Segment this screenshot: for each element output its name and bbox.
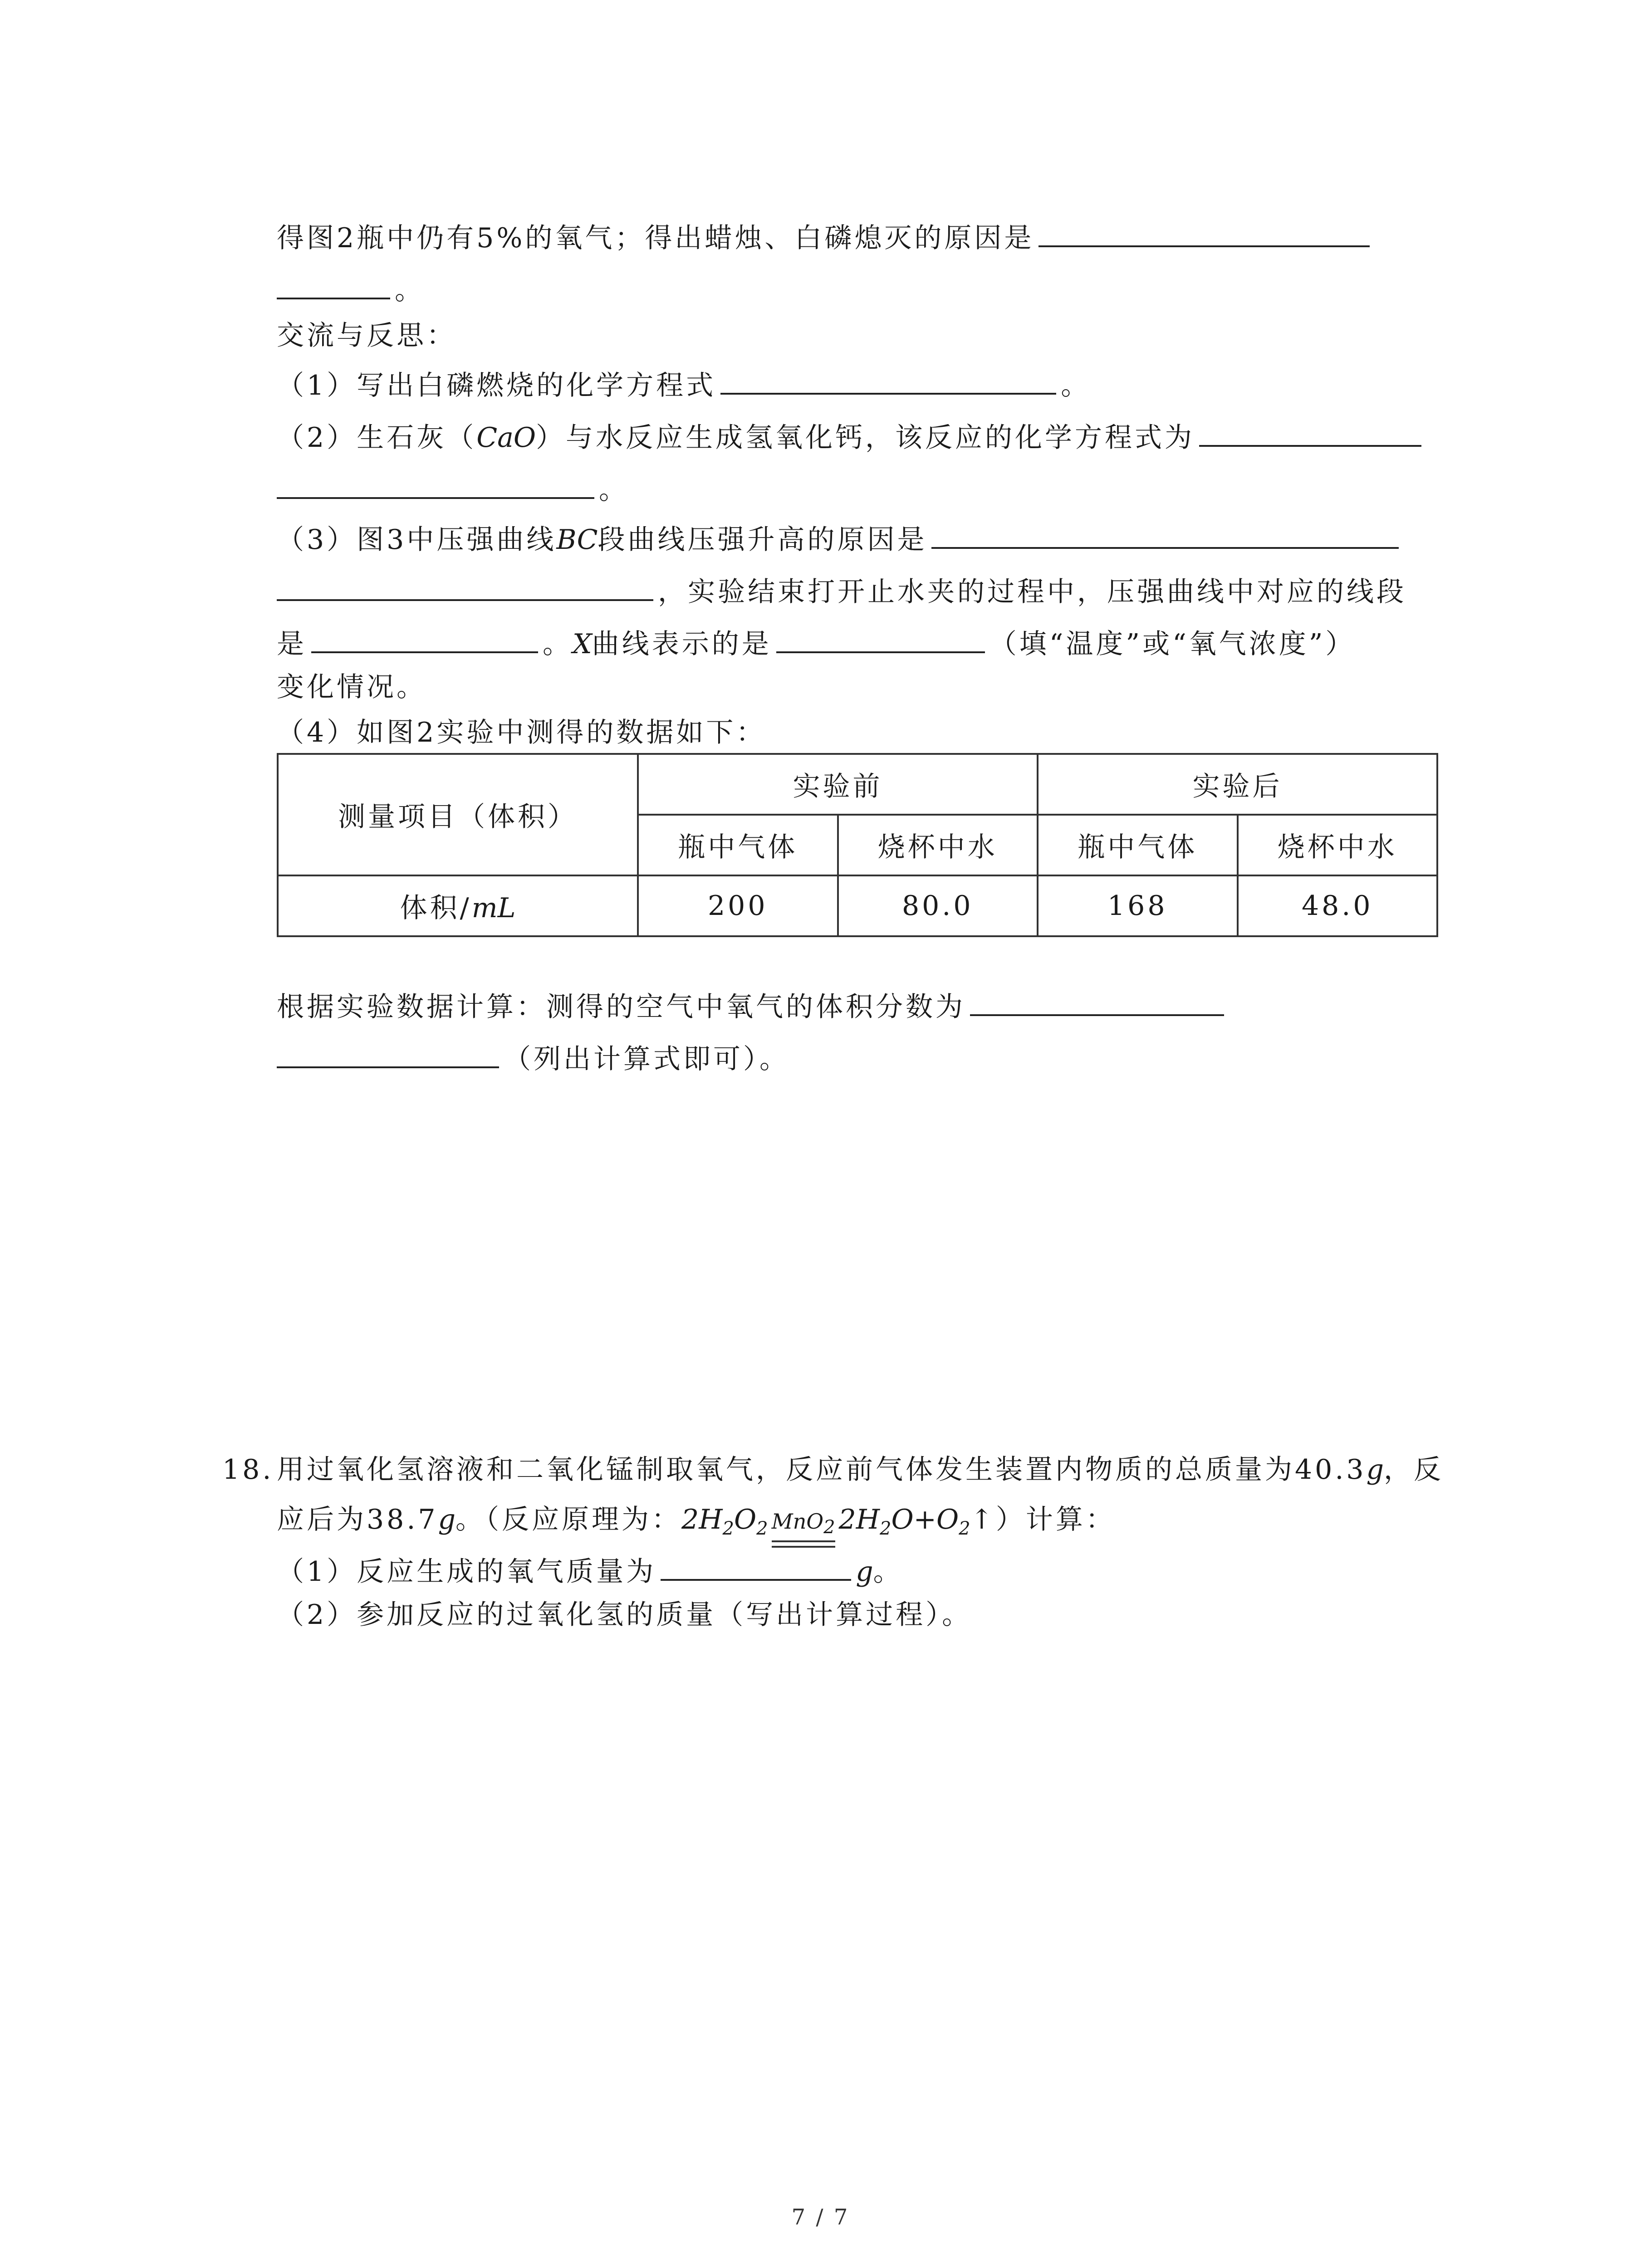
answer-blank[interactable] [720, 366, 1056, 395]
q17-calc-cont: （列出计算式即可）。 [277, 1036, 789, 1082]
q17-line1: 得图2瓶中仍有5%的氧气；得出蜡烛、白磷熄灭的原因是 [277, 215, 1374, 261]
q18-part1: （1）反应生成的氧气质量为 g。 [277, 1549, 903, 1594]
equation-reactant: $2H_2O_2$ [681, 1504, 768, 1539]
table-header-cell: 实验后 [1038, 754, 1437, 815]
q17-part4: （4）如图2实验中测得的数据如下： [277, 717, 766, 748]
q17-part3-line3: 是 。X曲线表示的是 （填“温度”或“氧气浓度”） [277, 621, 1355, 667]
table-cell: 48.0 [1238, 875, 1438, 936]
answer-blank[interactable] [931, 520, 1399, 549]
answer-blank[interactable] [776, 624, 985, 653]
table-subheader-cell: 烧杯中水 [1238, 815, 1438, 875]
answer-blank[interactable] [311, 624, 538, 653]
page-number: 7 / 7 [791, 2204, 850, 2230]
q17-line2: 。 [277, 268, 425, 313]
q18-part2: （2）参加反应的过氧化氢的质量（写出计算过程）。 [277, 1599, 972, 1631]
gas-arrow-icon: ↑ [970, 1504, 996, 1535]
q17-part3-line4: 变化情况。 [277, 671, 426, 703]
answer-blank[interactable] [1038, 218, 1370, 247]
q17-part3-line2: ，实验结束打开止水夹的过程中，压强曲线中对应的线段 [277, 569, 1406, 615]
answer-blank[interactable] [661, 1552, 851, 1581]
reaction-condition: MnO$_2$ [768, 1510, 839, 1548]
answer-blank[interactable] [277, 470, 594, 499]
q17-calc: 根据实验数据计算：测得的空气中氧气的体积分数为 [277, 984, 1229, 1030]
table-row-label: 体积/mL [278, 875, 638, 936]
table-header-cell: 测量项目（体积） [278, 754, 638, 875]
q17-part3: （3）图3中压强曲线BC段曲线压强升高的原因是 [277, 517, 1403, 562]
q18-line2: 应后为38.7g。（反应原理为：$2H_2O_2$ MnO$_2$ $2H_2O+O_2↑$）计算： [277, 1497, 1116, 1551]
table-subheader-cell: 瓶中气体 [638, 815, 838, 875]
table-cell: 80.0 [838, 875, 1038, 936]
answer-blank[interactable] [277, 1039, 499, 1068]
table-row [278, 875, 1437, 936]
table-subheader-cell: 瓶中气体 [1038, 815, 1238, 875]
data-table [277, 753, 1438, 937]
answer-blank[interactable] [277, 572, 653, 601]
answer-blank[interactable] [1199, 418, 1421, 447]
q17-part2: （2）生石灰（CaO）与水反应生成氢氧化钙，该反应的化学方程式为 [277, 415, 1426, 460]
table-header-cell: 实验前 [638, 754, 1038, 815]
q17-heading: 交流与反思： [277, 320, 456, 352]
q18-line1: 用过氧化氢溶液和二氧化锰制取氧气，反应前气体发生装置内物质的总质量为40.3g，反 [277, 1454, 1444, 1486]
table-cell: 200 [638, 875, 838, 936]
table-cell: 168 [1038, 875, 1238, 936]
equation-products: $2H_2O+O_2$ [838, 1504, 970, 1539]
q18-number: 18. [222, 1454, 274, 1486]
answer-blank[interactable] [277, 270, 390, 299]
table-subheader-cell: 烧杯中水 [838, 815, 1038, 875]
q17-part1: （1）写出白磷燃烧的化学方程式 。 [277, 363, 1091, 408]
q17-part2-cont: 。 [277, 467, 629, 513]
table-row [278, 754, 1437, 815]
answer-blank[interactable] [970, 987, 1224, 1016]
equals-sign [772, 1540, 835, 1548]
